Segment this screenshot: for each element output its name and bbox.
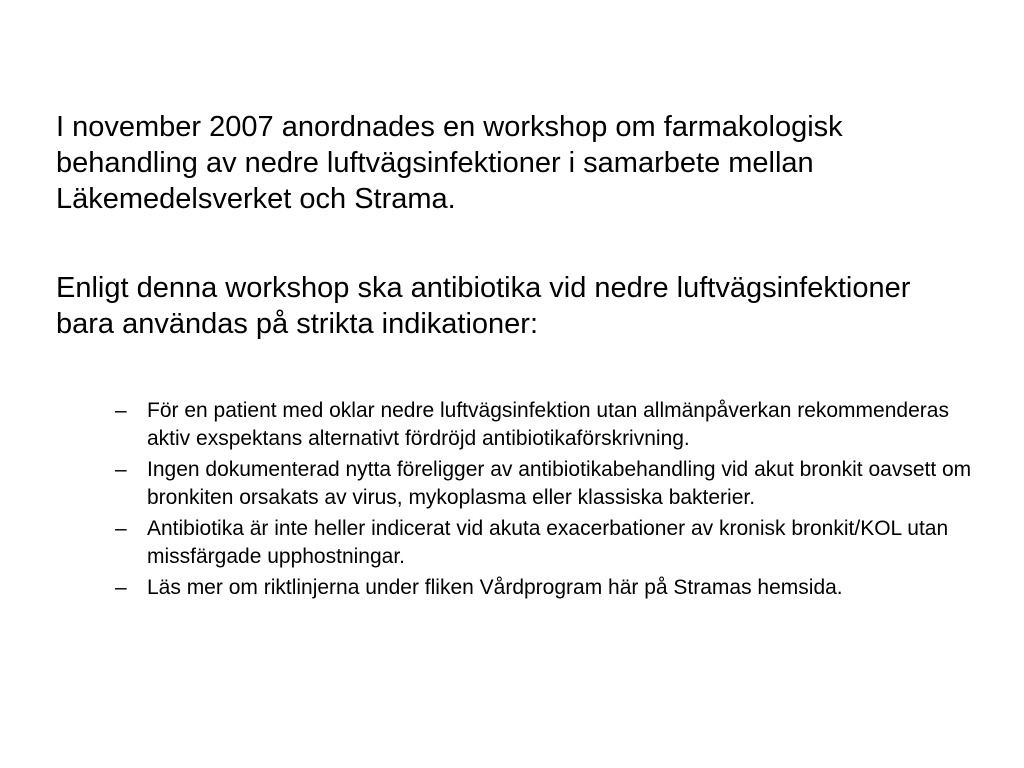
list-item <box>112 397 972 453</box>
indications-paragraph: Enligt denna workshop ska antibiotika vid nedre luftvägsinfektioner bara användas på strikta indikationer: <box>56 272 911 340</box>
list-item <box>112 456 972 512</box>
list-item <box>112 574 972 602</box>
intro-paragraph: I november 2007 anordnades en workshop om farmakologisk behandling av nedre luftvägsinfektioner i samarbete mellan Läkemedelsverket och Strama. <box>56 111 843 215</box>
list-item-text: Läs mer om riktlinjerna under fliken Vårdprogram här på Stramas hemsida. <box>147 576 843 599</box>
list-item-text: För en patient med oklar nedre luftvägsinfektion utan allmänpåverkan rekommenderas aktiv exspektans alternativt fördröjd antibiotikaförskrivning. <box>147 399 949 450</box>
list-item-text: Antibiotika är inte heller indicerat vid akuta exacerbationer av kronisk bronkit/KOL utan missfärgade upphostningar. <box>147 517 949 568</box>
dash-bullet-icon: – <box>115 458 127 481</box>
indications-list <box>112 397 972 605</box>
dash-bullet-icon: – <box>115 399 127 422</box>
list-item-text: Ingen dokumenterad nytta föreligger av antibiotikabehandling vid akut bronkit oavsett om bronkiten orsakats av virus, mykoplasma eller klassiska bakterier. <box>147 458 972 509</box>
dash-bullet-icon: – <box>115 517 127 540</box>
list-item <box>112 515 972 571</box>
dash-bullet-icon: – <box>115 576 127 599</box>
